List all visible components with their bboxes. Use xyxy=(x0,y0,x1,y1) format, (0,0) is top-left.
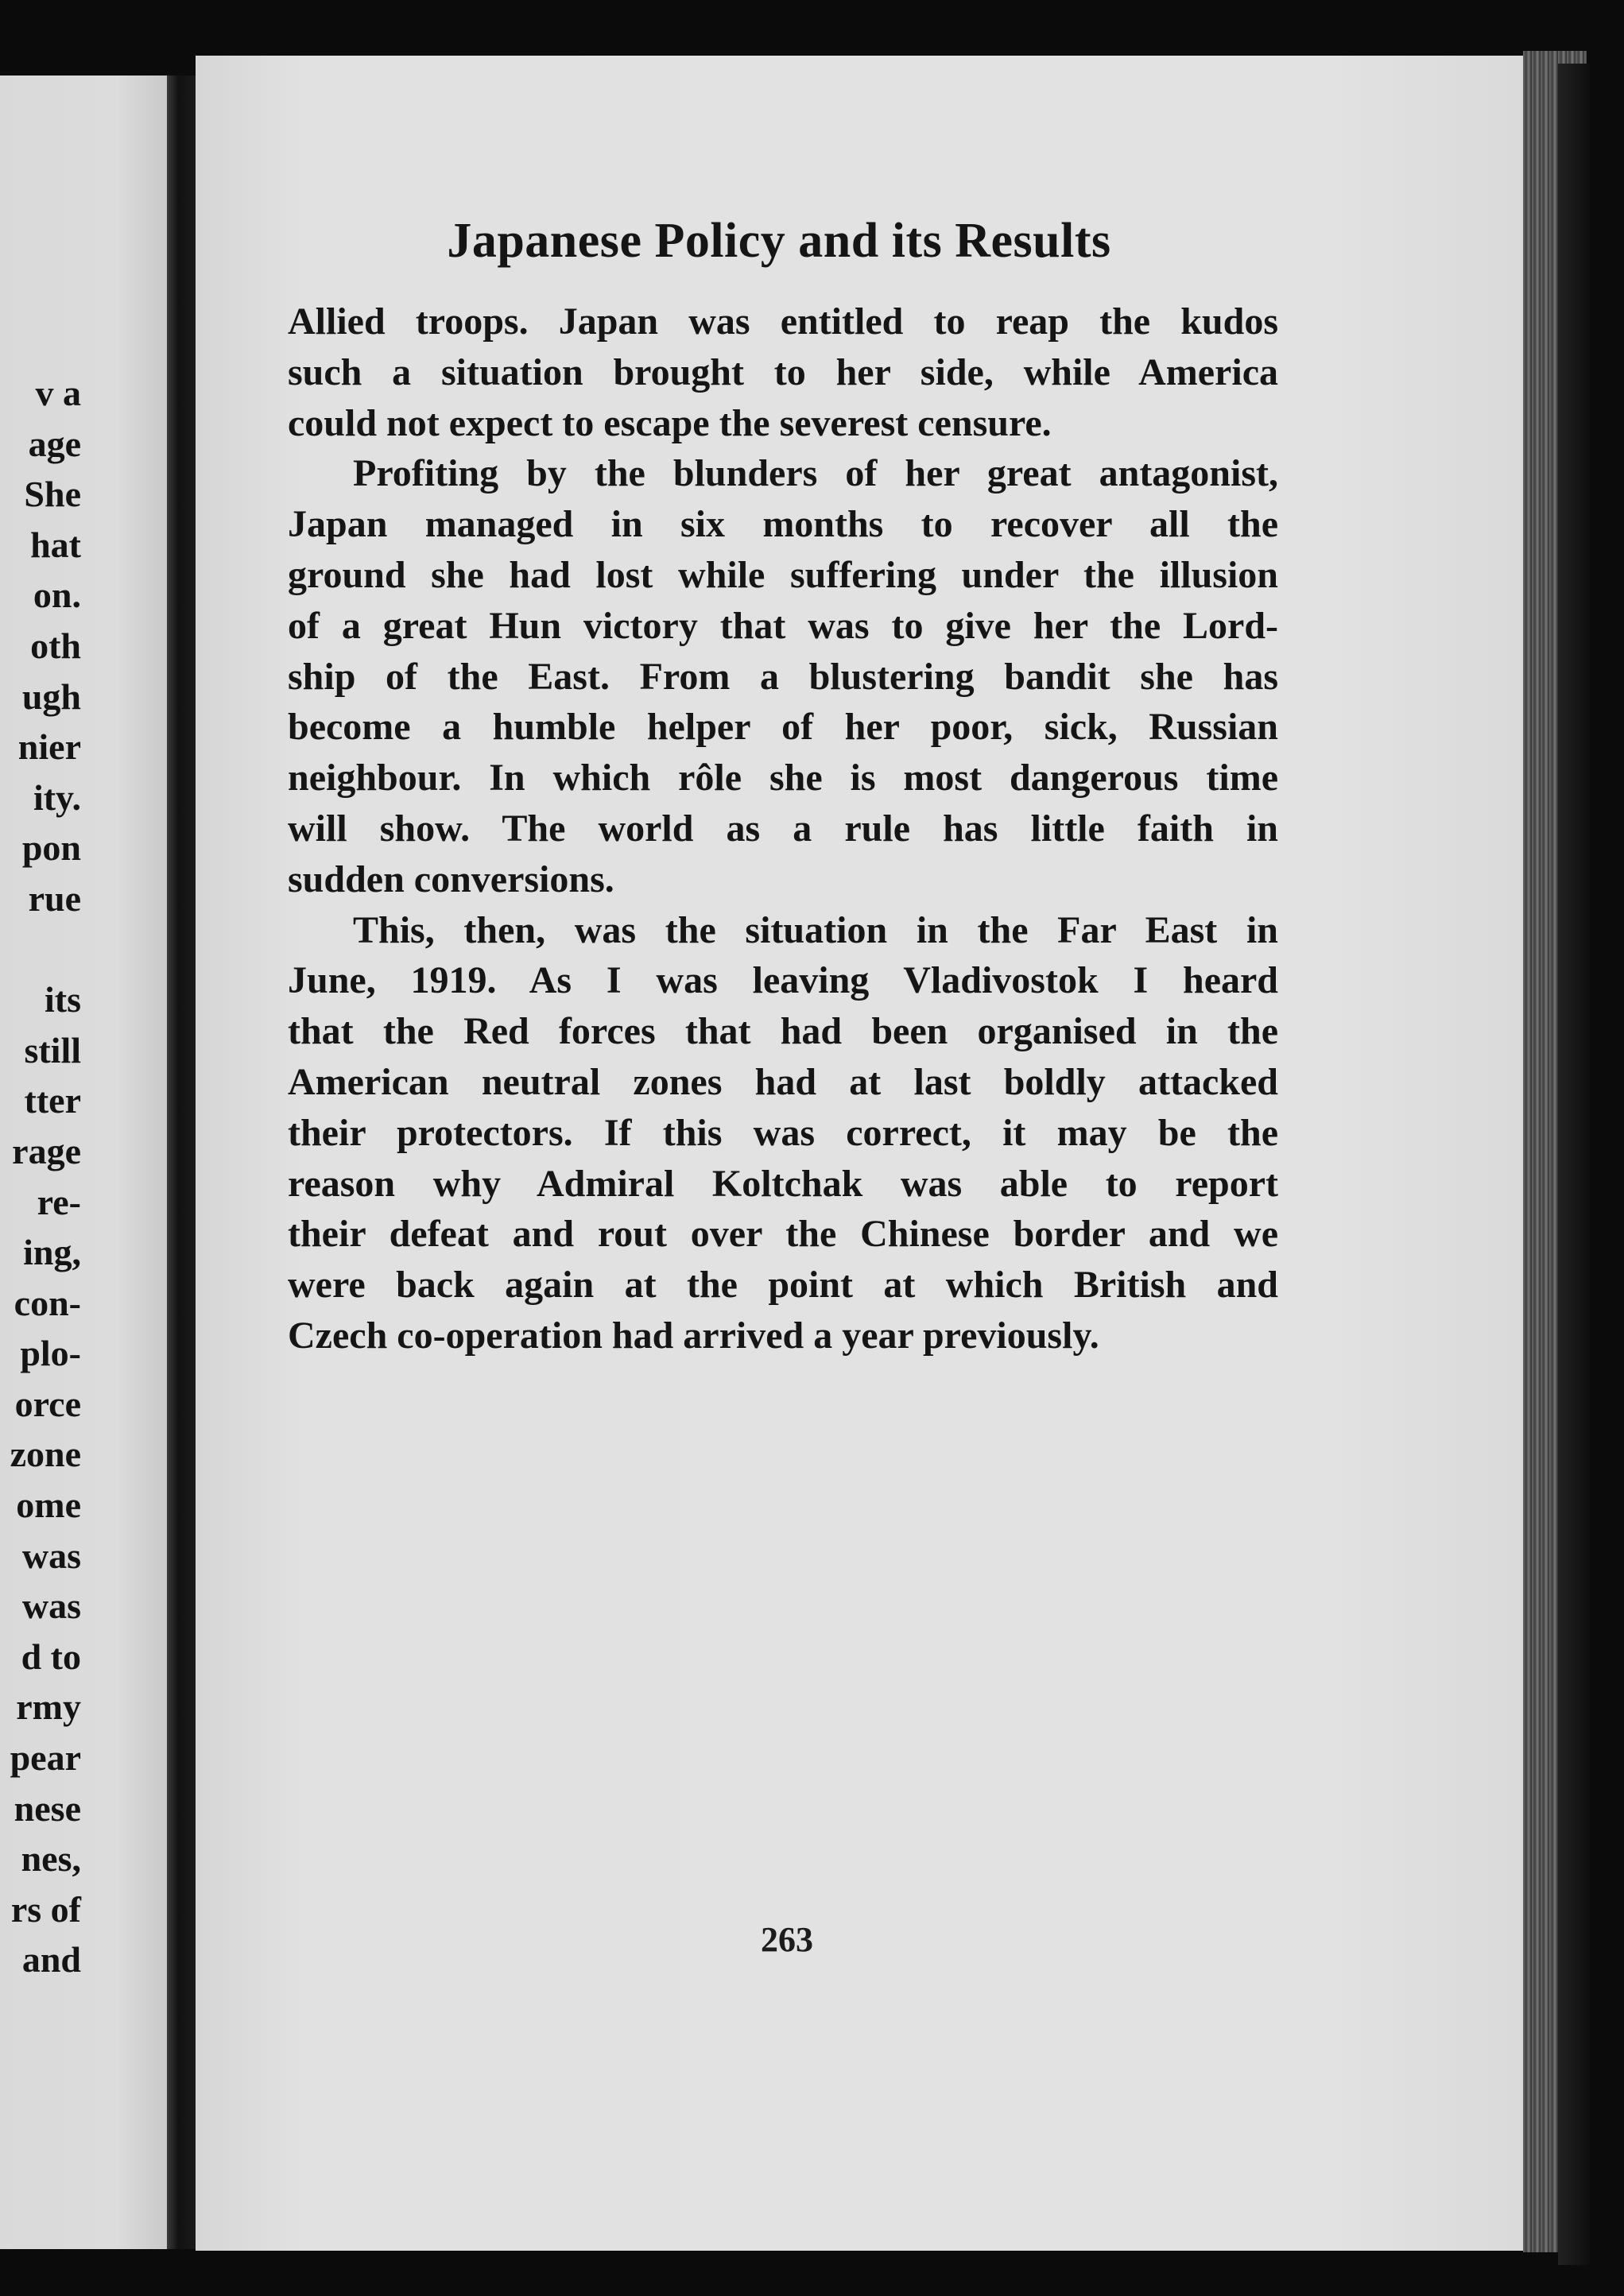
left-fragment-line: ity. xyxy=(33,776,81,818)
left-fragment-line: age xyxy=(28,423,81,464)
left-fragment-line: orce xyxy=(14,1383,81,1424)
text-line: ship of the East. From a blustering bandit she has xyxy=(288,655,1278,698)
left-fragment-line: pon xyxy=(21,827,81,869)
left-fragment-line: She xyxy=(24,474,81,515)
text-line: sudden conversions. xyxy=(288,858,614,900)
text-line: Allied troops. Japan was entitled to reap the kudos xyxy=(288,300,1278,343)
text-line: become a humble helper of her poor, sick, Russian xyxy=(288,706,1278,749)
left-fragment-line: nese xyxy=(14,1787,81,1829)
text-line: reason why Admiral Koltchak was able to report xyxy=(288,1162,1278,1205)
book-cover-edge xyxy=(1558,64,1590,2265)
left-fragment-line: still xyxy=(24,1029,81,1071)
left-fragment-line: ome xyxy=(16,1485,81,1526)
text-line: of a great Hun victory that was to give her the Lord- xyxy=(288,604,1278,647)
text-line: June, 1919. As I was leaving Vladivostok I heard xyxy=(288,959,1278,1002)
running-head: Japanese Policy and its Results xyxy=(447,214,1111,268)
text-line: could not expect to escape the severest censure. xyxy=(288,401,1052,444)
left-fragment-line: v a xyxy=(35,373,81,413)
text-line: that the Red forces that had been organised in the xyxy=(288,1010,1278,1053)
text-line: neighbour. In which rôle she is most dangerous time xyxy=(288,757,1278,800)
text-line: their protectors. If this was correct, it may be the xyxy=(288,1111,1278,1154)
left-fragment-line: rs of xyxy=(10,1888,81,1930)
text-line: were back again at the point at which British and xyxy=(288,1264,1278,1307)
left-fragment-line: d to xyxy=(21,1636,81,1677)
left-fragment-line: was xyxy=(21,1586,81,1627)
left-fragment-line: rue xyxy=(28,877,81,919)
left-fragment-line xyxy=(10,924,81,975)
text-line: Japan managed in six months to recover all the xyxy=(288,503,1278,546)
text-line: American neutral zones had at last boldly attacked xyxy=(288,1060,1278,1103)
paragraph xyxy=(288,905,1278,1361)
paragraph xyxy=(288,448,1278,904)
page-number: 263 xyxy=(761,1920,813,1959)
left-fragment-line: con- xyxy=(14,1282,81,1323)
book-gutter xyxy=(167,76,196,2249)
left-fragment-line: nes, xyxy=(21,1838,81,1880)
text-line: such a situation brought to her side, while America xyxy=(288,350,1278,393)
left-fragment-line: ugh xyxy=(21,676,81,717)
left-fragment-line: on. xyxy=(33,575,81,616)
text-line: Profiting by the blunders of her great antagonist, xyxy=(353,452,1278,495)
left-fragment-line: ing, xyxy=(23,1232,81,1273)
left-fragment-line: hat xyxy=(30,524,81,565)
text-line: will show. The world as a rule has little faith in xyxy=(288,807,1278,850)
left-fragment-line: and xyxy=(21,1939,81,1980)
left-fragment-line: pear xyxy=(10,1737,81,1779)
left-fragment-line: its xyxy=(45,979,81,1020)
left-fragment-line: rmy xyxy=(16,1686,81,1728)
left-page xyxy=(0,76,167,2249)
paragraph xyxy=(288,296,1278,448)
left-fragment-line: nier xyxy=(17,726,81,768)
body-text xyxy=(288,296,1278,1361)
left-fragment-line: re- xyxy=(37,1181,81,1222)
left-fragment-line: zone xyxy=(10,1434,81,1475)
text-line: ground she had lost while suffering under the illusion xyxy=(288,553,1278,596)
text-line: This, then, was the situation in the Far East in xyxy=(353,908,1278,951)
text-line: their defeat and rout over the Chinese border and we xyxy=(288,1213,1278,1256)
left-fragment-line: tter xyxy=(24,1080,81,1121)
left-fragment-line: rage xyxy=(12,1130,81,1171)
text-line: Czech co-operation had arrived a year previously. xyxy=(288,1314,1099,1357)
left-fragment-line: oth xyxy=(30,625,81,666)
left-page-text-fragments xyxy=(10,368,81,1985)
left-fragment-line: plo- xyxy=(20,1333,81,1374)
left-fragment-line: was xyxy=(21,1535,81,1576)
